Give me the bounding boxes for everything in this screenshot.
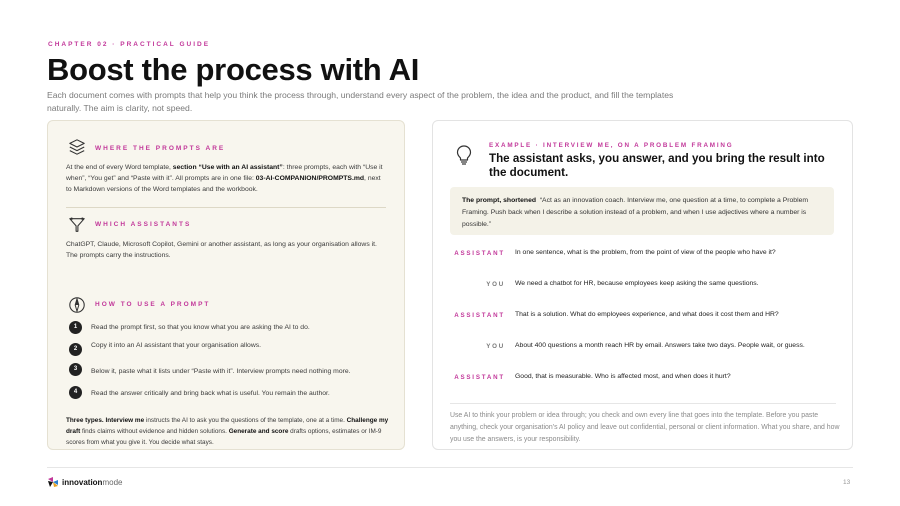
chapter-kicker: CHAPTER 02 · PRACTICAL GUIDE <box>48 41 211 48</box>
which-text: ChatGPT, Claude, Microsoft Copilot, Gemini or another assistant, as long as your organisation allows it. The prompts carry the instructions. <box>66 241 377 259</box>
innovation-mode-logo-icon <box>47 476 59 488</box>
step-number: 4 <box>69 386 82 399</box>
page-title: Boost the process with AI <box>47 52 420 87</box>
dialogue-message: In one sentence, what is the problem, from the point of view of the people who have it? <box>515 249 776 256</box>
compass-icon <box>68 296 86 314</box>
dialogue-message: About 400 questions a month reach HR by email. Answers take two days. People wait, or guess. <box>515 342 805 349</box>
prompt-box <box>450 187 834 235</box>
where-heading: WHERE THE PROMPTS ARE <box>95 145 226 152</box>
role-label-assistant: ASSISTANT <box>454 250 505 257</box>
which-heading: WHICH ASSISTANTS <box>95 221 192 228</box>
example-title: The assistant asks, you answer, and you bring the result into the document. <box>489 152 825 179</box>
logo-text: innovationmode <box>62 477 123 487</box>
how-heading: HOW TO USE A PROMPT <box>95 301 211 308</box>
where-text: At the end of every Word template, section “Use with an AI assistant”: three prompts, each with “Use it when”, “You get” and “Paste with it”. All prompts are in one file: 03-AI-COMPANION/PROMPTS.md, next to Markdown versions of the Word templates and the workbook. <box>66 164 383 193</box>
divider <box>450 403 836 404</box>
layers-icon <box>68 138 86 156</box>
step-number: 3 <box>69 363 82 376</box>
three-types-text: Three types. Interview me instructs the AI to ask you the questions of the template, one at a time. Challenge my draft finds claims without evidence and hidden solutions. Generate and score drafts options, estimates or IM-9 scores from what you give it. You decide what stays. <box>66 417 389 446</box>
step-number: 2 <box>69 343 82 356</box>
ai-disclaimer: Use AI to think your problem or idea through; you check and own every line that goes into the template. Before you paste anything, check your organisation’s AI policy and leave out confidential, personal or client information. What you share, and how you use the answers, is your responsibility. <box>450 412 840 443</box>
prompt-text: “Act as an innovation coach. Interview me, one question at a time, to complete a Problem Framing. Push back when I describe a solution instead of a problem, and when I use adjectives where a number is possible.” <box>462 197 809 228</box>
example-kicker: EXAMPLE · INTERVIEW ME, ON A PROBLEM FRAMING <box>489 142 734 149</box>
footer-divider <box>47 467 853 468</box>
role-label-you: YOU <box>486 281 505 288</box>
page-number: 13 <box>843 479 851 486</box>
dialogue-message: Good, that is measurable. Who is affected most, and when does it hurt? <box>515 373 731 380</box>
step-text: Below it, paste what it lists under “Paste with it”. Interview prompts need nothing more. <box>91 368 351 375</box>
role-label-assistant: ASSISTANT <box>454 374 505 381</box>
role-label-assistant: ASSISTANT <box>454 312 505 319</box>
step-number: 1 <box>69 321 82 334</box>
step-text: Copy it into an AI assistant that your organisation allows. <box>91 342 262 349</box>
role-label-you: YOU <box>486 343 505 350</box>
guide-card <box>47 120 405 450</box>
innovation-mode-logo <box>47 476 122 488</box>
lightbulb-icon <box>456 145 472 165</box>
example-card <box>432 120 853 450</box>
funnel-network-icon <box>68 216 86 234</box>
prompt-label: The prompt, shortened <box>462 197 537 204</box>
step-text: Read the answer critically and bring back what is useful. You remain the author. <box>91 390 330 397</box>
page-subtitle: Each document comes with prompts that help you think the process through, understand every aspect of the problem, the idea and the product, and fill the templates naturally. The aim is clarity, not speed. <box>47 90 674 113</box>
step-text: Read the prompt first, so that you know what you are asking the AI to do. <box>91 324 310 331</box>
dialogue-message: That is a solution. What do employees experience, and what does it cost them and HR? <box>515 311 779 318</box>
dialogue-message: We need a chatbot for HR, because employees keep asking the same questions. <box>515 280 759 287</box>
divider <box>66 207 386 208</box>
